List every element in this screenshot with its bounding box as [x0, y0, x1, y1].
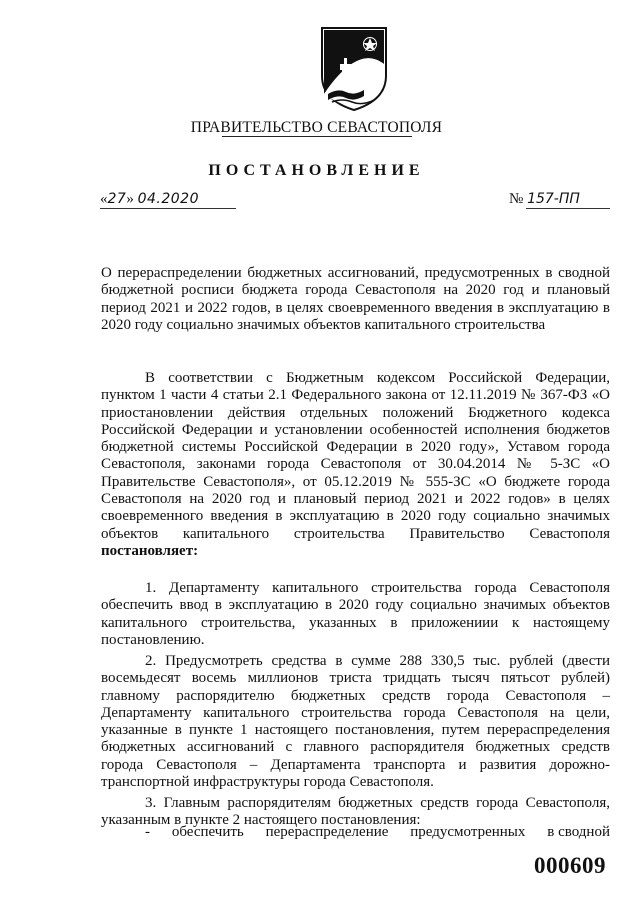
- number-underline: [526, 208, 610, 209]
- list-word-2: перераспределение: [265, 824, 389, 840]
- list-item-partial: [101, 824, 610, 841]
- document-date: [100, 191, 199, 208]
- organization-underline: [222, 136, 412, 137]
- document-number: [509, 191, 580, 208]
- decree-word: постановляет:: [101, 542, 199, 559]
- sevastopol-coat-of-arms-icon: [318, 24, 390, 112]
- date-open-quote: «: [100, 191, 108, 207]
- date-month-year: 04.2020: [137, 191, 199, 207]
- number-prefix: №: [509, 191, 524, 207]
- serial-number: 000609: [534, 853, 606, 878]
- paragraph-2: 2. Предусмотреть средства в сумме 288 330,5 тыс. рублей (двести восемьдесят восемь миллионов триста тридцать тысяч пятьсот рублей) главному распорядителю бюджетных средств города Севастополя – Департаменту капитального строительства города Севастополя на цели, указанные в пункте 1 настоящего постановления, путем перераспределения бюджетных ассигнований с главного распорядителя бюджетных средств города Севастополя – Департамента транспорта и развития дорожно-транспортной инфраструктуры города Севастополя.: [101, 653, 610, 791]
- document-type: ПОСТАНОВЛЕНИЕ: [208, 162, 425, 179]
- date-close-quote: »: [126, 191, 134, 207]
- list-word-3: предусмотренных: [410, 824, 526, 840]
- document-subject: О перераспределении бюджетных ассигнований, предусмотренных в сводной бюджетной росписи бюджета города Севастополя на 2020 год и плановый период 2021 и 2022 годов, в целях своевременного введения в эксплуатацию в 2020 году социально значимых объектов капитального строительства: [101, 265, 610, 333]
- number-value: 157-ПП: [527, 191, 580, 207]
- paragraph-1: 1. Департаменту капитального строительства города Севастополя обеспечить ввод в эксплуатацию в 2020 году социально значимых объектов капитального строительства, указанных в приложениии к настоящему постановлению.: [101, 580, 610, 648]
- paragraph-3: 3. Главным распорядителям бюджетных средств города Севастополя, указанным в пункте 2 настоящего постановления:: [101, 795, 610, 829]
- list-word-1: обеспечить: [171, 824, 244, 840]
- date-day: 27: [107, 191, 127, 207]
- list-word-4: в сводной: [547, 824, 610, 840]
- organization-name: ПРАВИТЕЛЬСТВО СЕВАСТОПОЛЯ: [190, 119, 443, 136]
- list-dash: -: [145, 824, 150, 840]
- date-underline: [100, 208, 236, 209]
- preamble: [101, 370, 610, 560]
- preamble-text: В соответствии с Бюджетным кодексом Российской Федерации, пунктом 1 части 4 статьи 2.1 Федерального закона от 12.11.2019 № 367-ФЗ «О приостановлении действия отдельных положений Бюджетного кодекса Российской Федерации и установлении особенностей исполнения бюджетов бюджетной системы Российской Федерации в 2020 году», Уставом города Севастополя, законами города Севастополя от 30.04.2014 № 5-ЗС «О Правительстве Севастополя», от 05.12.2019 № 555-ЗС «О бюджете города Севастополя на 2020 год и плановый период 2021 и 2022 годов» в целях своевременного введения в эксплуатацию в 2020 году социально значимых объектов капитального строительства Правительство Севастополя: [101, 370, 610, 542]
